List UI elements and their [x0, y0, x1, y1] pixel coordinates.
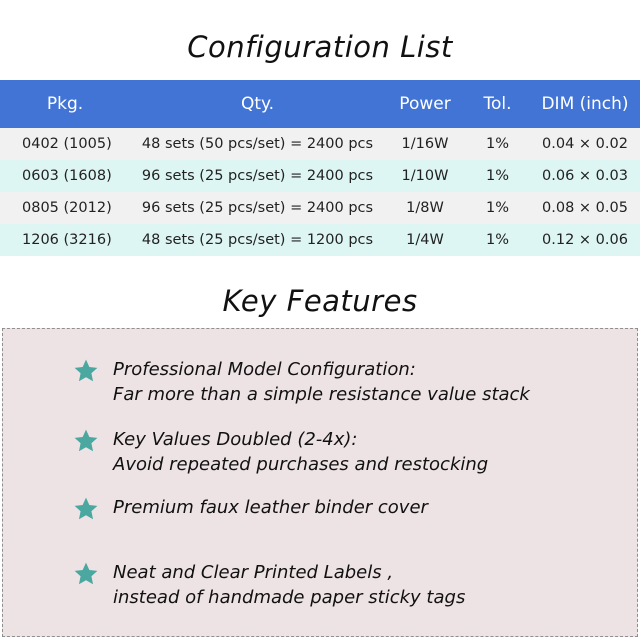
feature-line: Key Values Doubled (2-4x):	[113, 429, 358, 450]
cell-dim: 0.12 × 0.06	[542, 232, 628, 248]
header-power: Power	[399, 94, 451, 114]
header-dim: DIM (inch)	[541, 94, 629, 114]
cell-power: 1/16W	[401, 136, 449, 152]
cell-pkg: 0805 (2012)	[22, 200, 112, 216]
feature-item	[73, 357, 613, 407]
star-icon	[73, 358, 99, 384]
feature-item	[73, 560, 613, 610]
star-icon	[73, 496, 99, 522]
cell-dim: 0.06 × 0.03	[542, 168, 628, 184]
table-header-row	[0, 80, 640, 128]
header-pkg: Pkg.	[46, 94, 84, 114]
header-qty: Qty.	[240, 94, 275, 114]
feature-line: Neat and Clear Printed Labels ,	[113, 562, 394, 583]
key-features-panel	[2, 328, 638, 637]
feature-item	[73, 427, 613, 477]
cell-tol: 1%	[485, 232, 509, 248]
header-tol: Tol.	[483, 94, 512, 114]
cell-qty: 48 sets (50 pcs/set) = 2400 pcs	[141, 136, 374, 152]
feature-line: Avoid repeated purchases and restocking	[113, 454, 489, 475]
star-icon	[73, 428, 99, 454]
cell-tol: 1%	[485, 136, 509, 152]
table-row	[0, 192, 640, 224]
configuration-table	[0, 80, 640, 256]
cell-power: 1/8W	[406, 200, 444, 216]
table-row	[0, 128, 640, 160]
cell-qty: 96 sets (25 pcs/set) = 2400 pcs	[141, 200, 374, 216]
feature-line: Premium faux leather binder cover	[113, 497, 428, 518]
cell-tol: 1%	[485, 200, 509, 216]
cell-pkg: 0402 (1005)	[22, 136, 112, 152]
cell-qty: 96 sets (25 pcs/set) = 2400 pcs	[141, 168, 374, 184]
key-features-title: Key Features	[222, 284, 418, 318]
feature-line: instead of handmade paper sticky tags	[113, 587, 466, 608]
cell-tol: 1%	[485, 168, 509, 184]
cell-qty: 48 sets (25 pcs/set) = 1200 pcs	[141, 232, 374, 248]
feature-line: Far more than a simple resistance value stack	[113, 384, 530, 405]
cell-pkg: 0603 (1608)	[22, 168, 112, 184]
configuration-list-title: Configuration List	[187, 30, 453, 64]
cell-dim: 0.04 × 0.02	[542, 136, 628, 152]
cell-power: 1/10W	[401, 168, 449, 184]
feature-item	[73, 495, 613, 522]
table-row	[0, 160, 640, 192]
cell-power: 1/4W	[406, 232, 444, 248]
feature-line: Professional Model Configuration:	[113, 359, 416, 380]
cell-pkg: 1206 (3216)	[22, 232, 112, 248]
cell-dim: 0.08 × 0.05	[542, 200, 628, 216]
table-row	[0, 224, 640, 256]
star-icon	[73, 561, 99, 587]
